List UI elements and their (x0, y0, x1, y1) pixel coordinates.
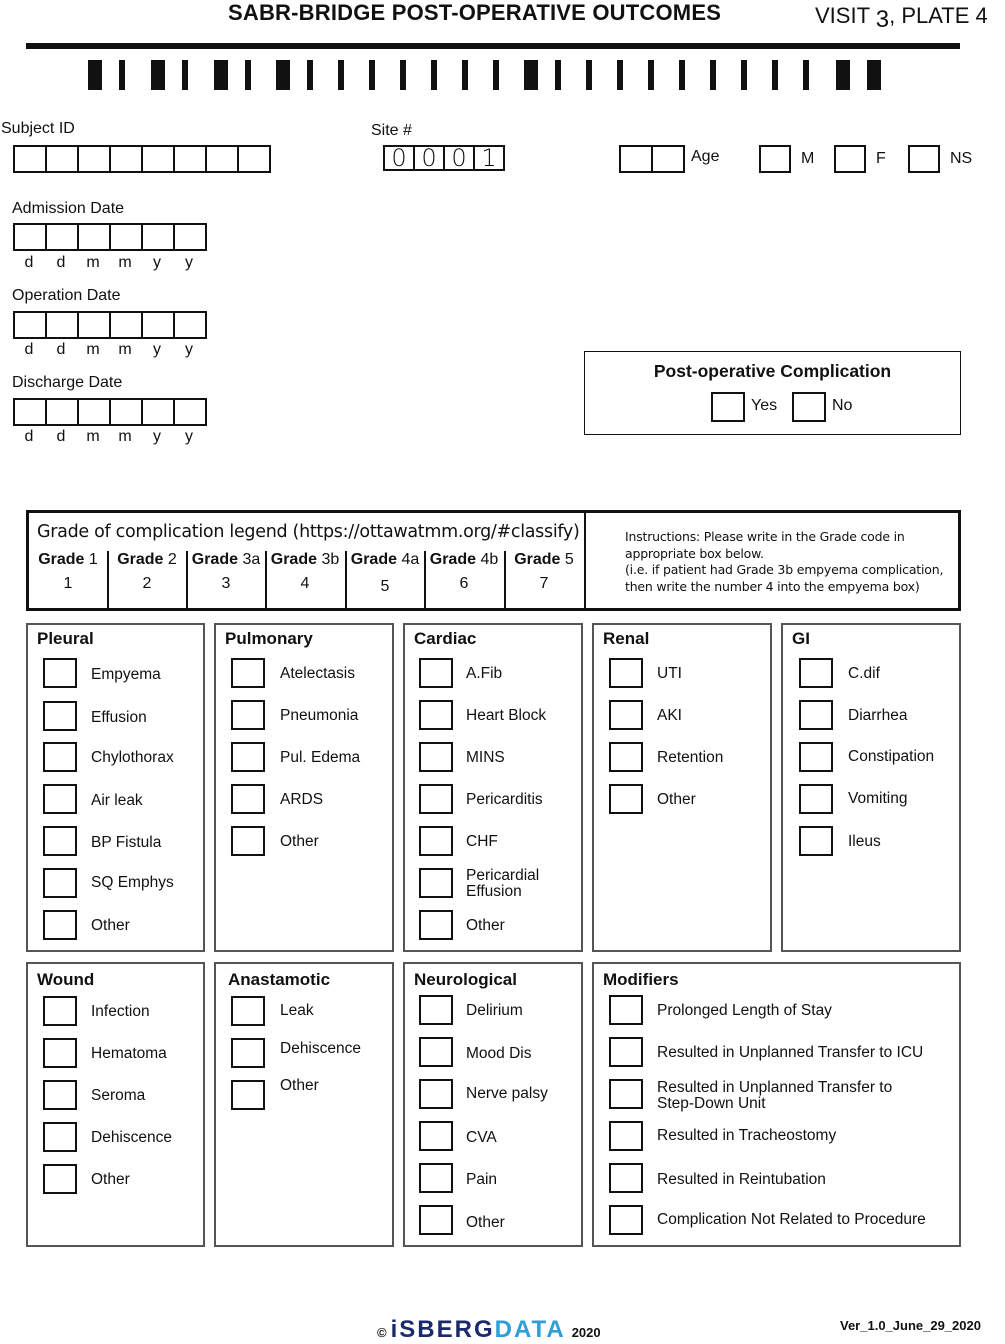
date-box[interactable] (13, 398, 47, 426)
vomiting-box[interactable] (799, 784, 833, 814)
item-label: Other (91, 1171, 130, 1188)
legend-title: Grade of complication legend (https://ottawatmm.org/#classify) (37, 522, 580, 542)
format-char: m (118, 428, 132, 445)
aki-box[interactable] (609, 700, 643, 730)
legend-instructions (625, 529, 943, 595)
anastamotic-other-box[interactable] (231, 1080, 265, 1110)
neurological-panel (403, 962, 583, 1247)
grade-code: 1 (63, 575, 73, 592)
grade-name: 3b (317, 551, 340, 568)
format-char: y (153, 254, 161, 271)
effusion-box[interactable] (43, 701, 77, 731)
format-char: d (24, 254, 34, 271)
cva-box[interactable] (419, 1121, 453, 1151)
grade-legend (26, 510, 961, 611)
empyema-box[interactable] (43, 658, 77, 688)
item-label: Retention (657, 749, 724, 766)
panel-title: Pleural (37, 629, 94, 648)
grade-code: 6 (459, 575, 469, 592)
chylothorax-box[interactable] (43, 742, 77, 772)
date-box[interactable] (141, 311, 175, 339)
site-digit[interactable]: 1 (473, 145, 505, 171)
renal-other-box[interactable] (609, 784, 643, 814)
subject-id-box[interactable] (77, 145, 111, 173)
format-char: y (185, 428, 193, 445)
grade-column (187, 551, 265, 608)
grade-word: Grade (350, 551, 397, 568)
subject-id-box[interactable] (173, 145, 207, 173)
pericarditis-box[interactable] (419, 784, 453, 814)
item-label: MINS (466, 749, 505, 766)
item-label: Constipation (848, 748, 935, 765)
date-box[interactable] (45, 311, 79, 339)
complication-yes-label: Yes (751, 397, 778, 414)
form-title: SABR-BRIDGE POST-OPERATIVE OUTCOMES (228, 0, 722, 25)
admission-date-field[interactable] (13, 223, 207, 251)
barcode (88, 60, 888, 90)
wound-dehiscence-box[interactable] (43, 1122, 77, 1152)
item-label: CVA (466, 1129, 497, 1146)
panel-title: Anastamotic (228, 970, 331, 989)
subject-id-box[interactable] (141, 145, 175, 173)
pleural-other-box[interactable] (43, 910, 77, 940)
item-label: Ileus (848, 833, 881, 850)
item-label: Resulted in Reintubation (657, 1171, 826, 1188)
date-box[interactable] (77, 223, 111, 251)
pain-box[interactable] (419, 1163, 453, 1193)
grade-word: Grade (117, 551, 164, 568)
leak-box[interactable] (231, 996, 265, 1026)
format-char: y (153, 341, 161, 358)
subject-id-box[interactable] (109, 145, 143, 173)
chf-box[interactable] (419, 826, 453, 856)
uti-box[interactable] (609, 658, 643, 688)
wound-panel (26, 962, 205, 1247)
discharge-date-label: Discharge Date (12, 374, 123, 391)
anastamotic-dehiscence-box[interactable] (231, 1038, 265, 1068)
copyright-symbol: © (377, 1325, 387, 1340)
format-char: m (118, 341, 132, 358)
item-label: Hematoma (91, 1045, 167, 1062)
item-label: Dehiscence (280, 1040, 361, 1057)
format-char: m (118, 254, 132, 271)
brand-text: iSBERG (390, 1316, 495, 1343)
c-dif-box[interactable] (799, 658, 833, 688)
item-label: UTI (657, 665, 682, 682)
anastamotic-panel (214, 962, 394, 1247)
item-label: Complication Not Related to Procedure (657, 1211, 926, 1228)
visit-plate-label (815, 2, 988, 33)
format-char: y (185, 254, 193, 271)
format-char: m (86, 254, 100, 271)
format-char: d (56, 428, 66, 445)
panel-title: Pulmonary (225, 629, 313, 648)
item-label: BP Fistula (91, 834, 162, 851)
format-char: d (24, 428, 34, 445)
bp-fistula-box[interactable] (43, 826, 77, 856)
item-label: Seroma (91, 1087, 146, 1104)
site-digit[interactable]: 0 (443, 145, 475, 171)
item-label: Resulted in Unplanned Transfer to ICU (657, 1044, 924, 1061)
pul-edema-box[interactable] (231, 742, 265, 772)
item-label: CHF (466, 833, 498, 850)
item-label: AKI (657, 707, 682, 724)
renal-panel (592, 623, 772, 952)
pleural-panel (26, 623, 205, 952)
item-label: SQ Emphys (91, 874, 174, 891)
grade-column (346, 551, 424, 608)
legend-divider (584, 513, 586, 608)
instruction-line: then write the number 4 into the empyema box) (625, 578, 920, 594)
item-label: Empyema (91, 666, 161, 683)
panel-title: Neurological (414, 970, 517, 989)
item-label: C.dif (848, 665, 880, 682)
date-box[interactable] (13, 223, 47, 251)
not-related-box[interactable] (609, 1205, 643, 1235)
grade-name: 2 (163, 551, 177, 568)
version-label: Ver_1.0_June_29_2020 (840, 1318, 981, 1333)
site-label: Site # (371, 122, 412, 139)
admission-date-format (13, 254, 205, 272)
item-label: Mood Dis (466, 1045, 532, 1062)
panel-title: Renal (603, 629, 650, 648)
date-box[interactable] (13, 311, 47, 339)
atelectasis-box[interactable] (231, 658, 265, 688)
grade-name: 5 (560, 551, 574, 568)
format-char: d (56, 341, 66, 358)
grade-word: Grade (270, 551, 317, 568)
header-rule (26, 43, 960, 49)
air-leak-box[interactable] (43, 784, 77, 814)
ileus-box[interactable] (799, 826, 833, 856)
subject-id-label: Subject ID (1, 120, 75, 137)
item-label: Air leak (91, 792, 143, 809)
footer-brand (377, 1316, 601, 1344)
item-label: Other (91, 917, 130, 934)
diarrhea-box[interactable] (799, 700, 833, 730)
sex-m-checkbox[interactable] (759, 145, 791, 173)
subject-id-box[interactable] (237, 145, 271, 173)
item-label: Chylothorax (91, 749, 174, 766)
seroma-box[interactable] (43, 1080, 77, 1110)
age-field[interactable] (619, 145, 685, 173)
prolonged-stay-box[interactable] (609, 995, 643, 1025)
date-box[interactable] (77, 311, 111, 339)
format-char: y (153, 428, 161, 445)
plate-label: , PLATE 4 (889, 3, 988, 28)
sex-f-checkbox[interactable] (834, 145, 866, 173)
grade-code: 4 (300, 575, 310, 592)
grade-name: 1 (84, 551, 98, 568)
grade-name: 4b (476, 551, 499, 568)
date-box[interactable] (173, 398, 207, 426)
item-label: Other (280, 1077, 319, 1094)
item-label: Nerve palsy (466, 1085, 548, 1102)
item-label: Heart Block (466, 707, 547, 724)
item-label: Vomiting (848, 790, 908, 807)
brand-text-accent: DATA (494, 1316, 566, 1343)
date-box[interactable] (77, 398, 111, 426)
subject-id-box[interactable] (205, 145, 239, 173)
admission-date-label: Admission Date (12, 200, 125, 217)
retention-box[interactable] (609, 742, 643, 772)
panel-title: GI (792, 629, 810, 648)
date-box[interactable] (141, 398, 175, 426)
nerve-palsy-box[interactable] (419, 1079, 453, 1109)
format-char: d (24, 341, 34, 358)
format-char: m (86, 341, 100, 358)
date-box[interactable] (173, 311, 207, 339)
date-box[interactable] (109, 223, 143, 251)
panel-title: Cardiac (414, 629, 477, 648)
transfer-stepdown-box[interactable] (609, 1079, 643, 1109)
gi-panel (781, 623, 961, 952)
item-label: ARDS (280, 791, 324, 808)
pulmonary-other-box[interactable] (231, 826, 265, 856)
grade-column (425, 551, 503, 608)
item-label: Pain (466, 1171, 498, 1188)
tracheostomy-box[interactable] (609, 1121, 643, 1151)
age-box[interactable] (619, 145, 653, 173)
format-char: d (56, 254, 66, 271)
age-label: Age (691, 148, 720, 165)
sex-f-label: F (876, 150, 886, 167)
item-label: Other (280, 833, 319, 850)
subject-id-box[interactable] (45, 145, 79, 173)
instruction-line: appropriate box below. (625, 545, 764, 561)
site-field[interactable] (383, 145, 505, 171)
grade-column (266, 551, 344, 608)
complication-box (584, 351, 961, 435)
date-box[interactable] (173, 223, 207, 251)
item-label: A.Fib (466, 665, 503, 682)
grade-code: 2 (142, 575, 152, 592)
grade-code: 3 (221, 575, 231, 592)
grade-word: Grade (191, 551, 238, 568)
mood-dis-box[interactable] (419, 1037, 453, 1067)
delirium-box[interactable] (419, 995, 453, 1025)
item-label: Pneumonia (280, 707, 359, 724)
discharge-date-format (13, 428, 205, 446)
operation-date-field[interactable] (13, 311, 207, 339)
item-label: Prolonged Length of Stay (657, 1002, 832, 1019)
pericardial-effusion-box[interactable] (419, 868, 453, 898)
item-label: Pericardial Effusion (466, 867, 540, 900)
complication-title: Post-operative Complication (653, 361, 892, 381)
panel-title: Modifiers (603, 970, 679, 989)
brand-logo (391, 1316, 566, 1344)
sex-m-label: M (801, 150, 815, 167)
item-label: Pul. Edema (280, 749, 361, 766)
visit-label: VISIT (815, 3, 870, 28)
sex-ns-label: NS (950, 150, 973, 167)
item-label: Other (466, 1214, 505, 1231)
complication-yes-checkbox[interactable] (711, 392, 745, 422)
item-label: Other (657, 791, 696, 808)
instruction-line: Instructions: Please write in the Grade code in (625, 529, 905, 544)
visit-number: 3 (875, 6, 890, 33)
hematoma-box[interactable] (43, 1038, 77, 1068)
grade-word: Grade (429, 551, 476, 568)
item-label: Leak (280, 1002, 314, 1019)
site-digit[interactable]: 0 (383, 145, 415, 171)
subject-id-box[interactable] (13, 145, 47, 173)
operation-date-label: Operation Date (12, 287, 121, 304)
grade-name: 3a (238, 551, 261, 568)
panel-title: Wound (37, 970, 95, 989)
item-label: Dehiscence (91, 1129, 172, 1146)
ards-box[interactable] (231, 784, 265, 814)
item-label: Other (466, 917, 505, 934)
pneumonia-box[interactable] (231, 700, 265, 730)
item-label: Effusion (91, 709, 147, 726)
mins-box[interactable] (419, 742, 453, 772)
sq-emphys-box[interactable] (43, 868, 77, 898)
sex-ns-checkbox[interactable] (908, 145, 940, 173)
operation-date-format (13, 341, 205, 359)
item-label: Atelectasis (280, 665, 355, 682)
instruction-line: (i.e. if patient had Grade 3b empyema complication, (625, 562, 944, 577)
grade-column (29, 551, 107, 608)
item-label: Diarrhea (848, 707, 908, 724)
neuro-other-box[interactable] (419, 1205, 453, 1235)
site-digit[interactable]: 0 (413, 145, 445, 171)
grade-column (108, 551, 186, 608)
date-box[interactable] (45, 223, 79, 251)
modifiers-panel (592, 962, 961, 1247)
date-box[interactable] (141, 223, 175, 251)
pulmonary-panel (214, 623, 394, 952)
date-box[interactable] (109, 311, 143, 339)
grade-word: Grade (514, 551, 561, 568)
infection-box[interactable] (43, 996, 77, 1026)
cardiac-other-box[interactable] (419, 910, 453, 940)
grade-word: Grade (38, 551, 85, 568)
date-box[interactable] (45, 398, 79, 426)
reintubation-box[interactable] (609, 1163, 643, 1193)
grade-name: 4a (397, 551, 420, 568)
afib-box[interactable] (419, 658, 453, 688)
footer-year: 2020 (571, 1325, 601, 1340)
grade-code: 5 (380, 578, 390, 595)
complication-no-label: No (832, 397, 853, 414)
grade-column (505, 551, 583, 608)
heart-block-box[interactable] (419, 700, 453, 730)
constipation-box[interactable] (799, 742, 833, 772)
date-box[interactable] (109, 398, 143, 426)
item-label: Pericarditis (466, 791, 543, 808)
discharge-date-field[interactable] (13, 398, 207, 426)
format-char: y (185, 341, 193, 358)
transfer-icu-box[interactable] (609, 1037, 643, 1067)
subject-id-field[interactable] (13, 145, 271, 173)
grade-code: 7 (539, 575, 549, 592)
format-char: m (86, 428, 100, 445)
item-label: Resulted in Unplanned Transfer to Step-Down Unit (657, 1079, 893, 1112)
item-label: Delirium (466, 1002, 523, 1019)
cardiac-panel (403, 623, 583, 952)
age-box[interactable] (651, 145, 685, 173)
item-label: Resulted in Tracheostomy (657, 1127, 837, 1144)
wound-other-box[interactable] (43, 1164, 77, 1194)
item-label: Infection (91, 1003, 150, 1020)
complication-no-checkbox[interactable] (792, 392, 826, 422)
